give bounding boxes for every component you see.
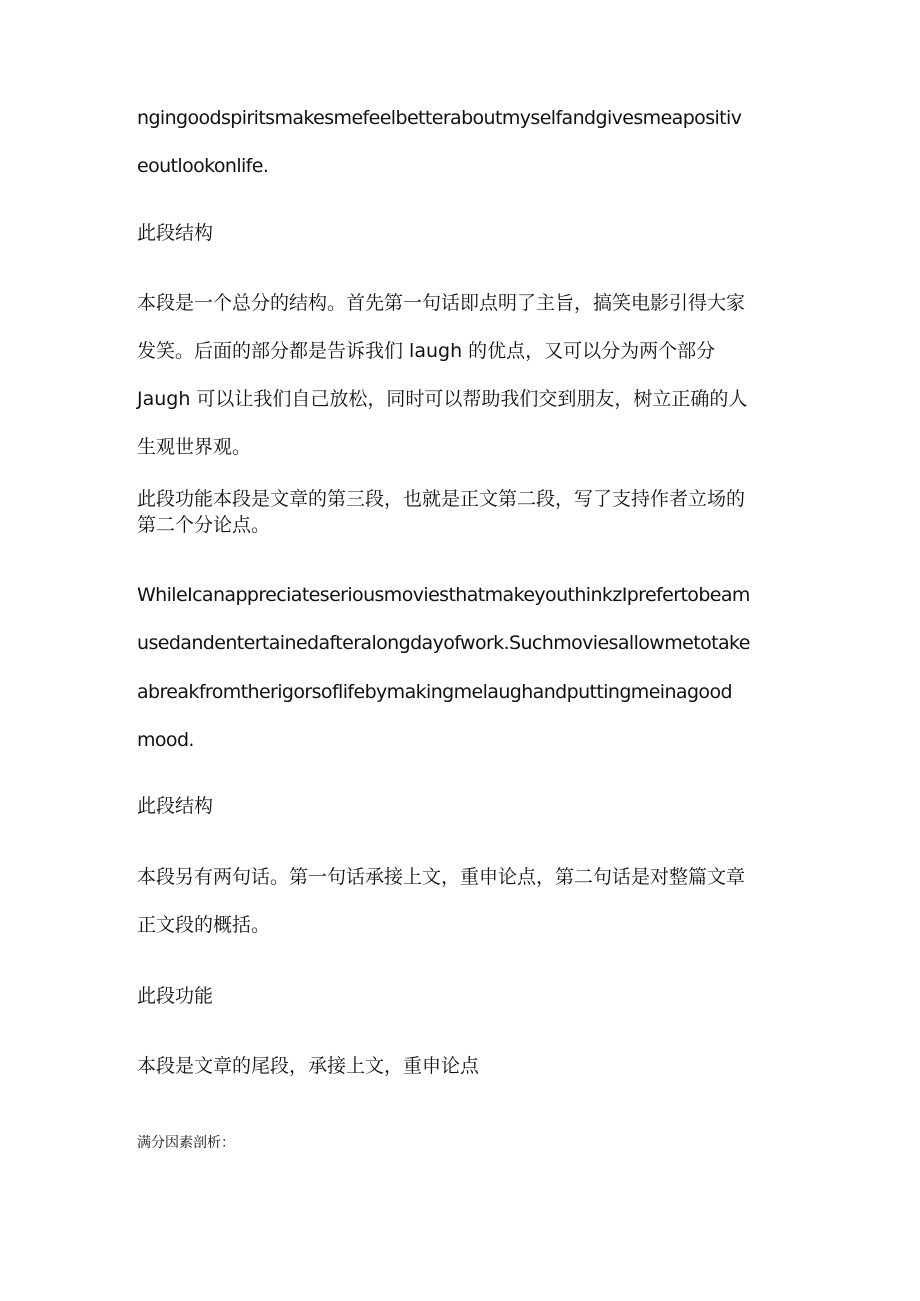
text-line: 此段功能本段是文章的第三段，也就是正文第二段，写了支持作者立场的 bbox=[137, 488, 746, 510]
section-heading: 此段结构 bbox=[137, 795, 214, 817]
text-line: abreakfromtherigorsoflifebymakingmelaughandputtingmeinagood bbox=[137, 681, 732, 703]
text-line: 本段是文章的尾段，承接上文，重申论点 bbox=[137, 1055, 480, 1077]
section-heading: 此段功能 bbox=[137, 985, 214, 1007]
text-line: 发笑。后面的部分都是告诉我们 laugh 的优点，又可以分为两个部分 bbox=[137, 340, 716, 362]
text-line: 第二个分论点。 bbox=[137, 514, 271, 536]
section-heading: 满分因素剖析： bbox=[137, 1135, 235, 1151]
text-line: 本段另有两句话。第一句话承接上文，重申论点，第二句话是对整篇文章 bbox=[137, 866, 746, 888]
text-line: 本段是一个总分的结构。首先第一句话即点明了主旨，搞笑电影引得大家 bbox=[137, 292, 746, 314]
section-heading: 此段结构 bbox=[137, 222, 214, 244]
text-line: Jaugh 可以让我们自己放松，同时可以帮助我们交到朋友，树立正确的人 bbox=[137, 388, 748, 410]
text-line: mood. bbox=[137, 729, 194, 751]
text-line: ngingoodspiritsmakesmefeelbetteraboutmyselfandgivesmeapositiv bbox=[137, 107, 742, 129]
text-line: 生观世界观。 bbox=[137, 436, 252, 458]
text-line: usedandentertainedafteralongdayofwork.Suchmoviesallowmetotake bbox=[137, 632, 750, 654]
text-line: WhileIcanappreciateseriousmoviesthatmakeyouthinkzIprefertobeam bbox=[137, 584, 750, 606]
text-line: 正文段的概括。 bbox=[137, 914, 271, 936]
text-line: eoutlookonlife. bbox=[137, 155, 269, 177]
